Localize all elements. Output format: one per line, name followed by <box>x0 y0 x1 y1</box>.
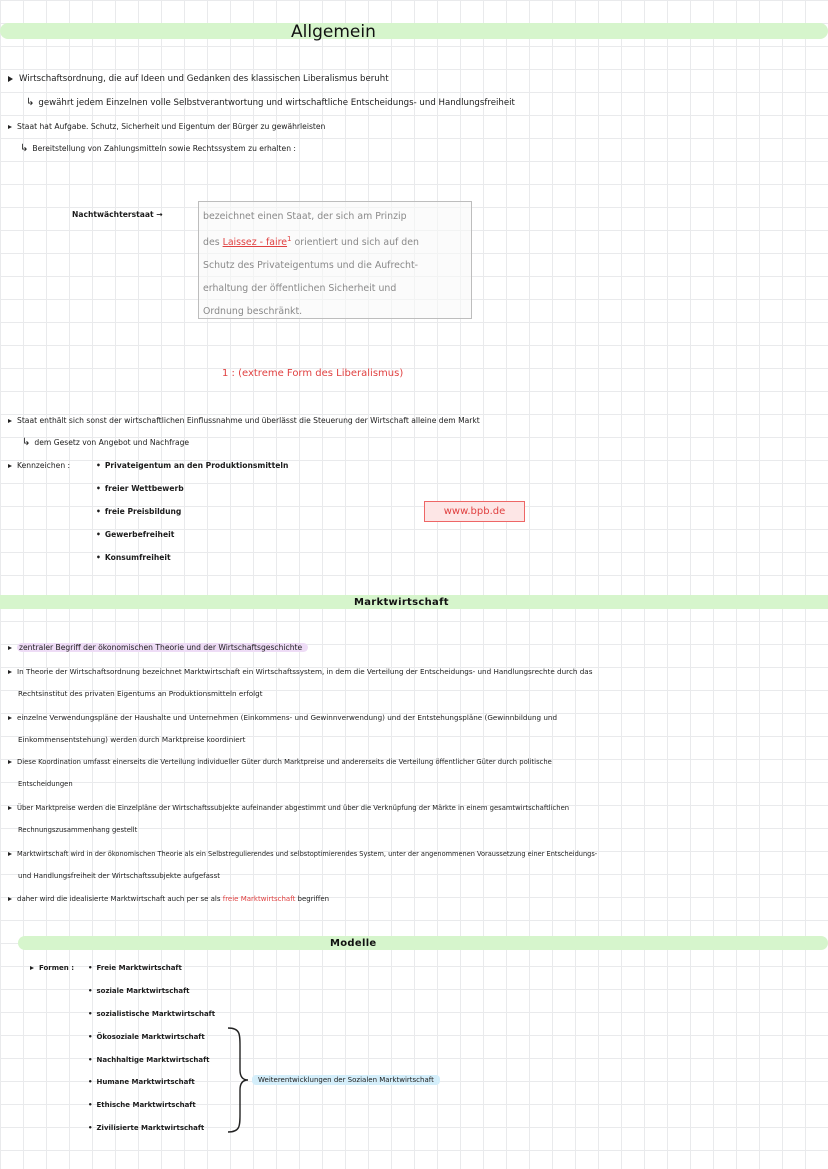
markt-p5b: Rechnungszusammenhang gestellt <box>18 826 138 834</box>
bullet-triangle-icon <box>8 125 12 129</box>
markt-p7: daher wird die idealisierte Marktwirtschaft auch per se als freie Marktwirtschaft begriffen <box>8 895 329 903</box>
bullet-triangle-icon <box>8 464 12 468</box>
section-band-allgemein <box>0 23 828 39</box>
markt-p2a: In Theorie der Wirtschaftsordnung bezeichnet Marktwirtschaft ein Wirtschaftssystem, in dem die Verteilung der Entscheidungs- und Handlungsrechte durch das <box>8 667 592 676</box>
kennzeichen-label: Kennzeichen : <box>8 461 70 470</box>
brace-note: Weiterentwicklungen der Sozialen Marktwirtschaft <box>252 1076 440 1084</box>
markt-p1: zentraler Begriff der ökonomischen Theorie und der Wirtschaftsgeschichte <box>8 643 308 652</box>
definition-box <box>198 201 472 319</box>
modell-item: • Ökosoziale Marktwirtschaft <box>88 1033 205 1041</box>
section-title-marktwirtschaft: Marktwirtschaft <box>354 597 449 608</box>
footnote-marker: 1 <box>287 235 292 243</box>
modell-item: • sozialistische Marktwirtschaft <box>88 1010 215 1018</box>
hook-arrow-icon: ↳ <box>26 97 35 108</box>
kennzeichen-item: • freier Wettbewerb <box>96 484 184 493</box>
bullet-triangle-icon <box>8 897 12 901</box>
section-title-allgemein: Allgemein <box>291 22 376 42</box>
modelle-label: Formen : <box>30 964 74 972</box>
hook-arrow-icon: ↳ <box>20 143 29 154</box>
definition-term: Nachtwächterstaat → <box>72 210 163 219</box>
staat-line-2: ↳ dem Gesetz von Angebot und Nachfrage <box>22 437 190 448</box>
markt-p3a: einzelne Verwendungspläne der Haushalte und Unternehmen (Einkommens- und Gewinnverwendung) und der Entstehungspläne (Gewinnbildung und <box>8 713 557 722</box>
section-band-modelle <box>18 936 828 950</box>
staat-line-1: Staat enthält sich sonst der wirtschaftlichen Einflussnahme und überlässt die Steuerung der Wirtschaft alleine dem Markt <box>8 416 480 425</box>
intro-line-2: ↳ gewährt jedem Einzelnen volle Selbstverantwortung und wirtschaftliche Entscheidungs- und Handlungsfreiheit <box>26 97 515 108</box>
hook-arrow-icon: ↳ <box>22 437 31 448</box>
definition-line-4: erhaltung der öffentlichen Sicherheit und <box>203 283 397 295</box>
definition-line-3: Schutz des Privateigentums und die Aufrecht- <box>203 260 419 272</box>
intro-line-4: ↳ Bereitstellung von Zahlungsmitteln sowie Rechtssystem zu erhalten : <box>20 143 296 154</box>
modell-item: • Ethische Marktwirtschaft <box>88 1101 196 1109</box>
definition-line-1: bezeichnet einen Staat, der sich am Prinzip <box>203 211 407 222</box>
bullet-triangle-icon <box>8 76 13 82</box>
markt-p3b: Einkommensentstehung) werden durch Marktpreise koordiniert <box>18 735 246 744</box>
markt-p5a: Über Marktpreise werden die Einzelpläne der Wirtschaftssubjekte aufeinander abgestimmt und über die Verknüpfung der Märkte in einem gesamtwirtschaftlichen <box>8 804 569 812</box>
section-title-modelle: Modelle <box>330 938 377 949</box>
bullet-triangle-icon <box>8 646 12 650</box>
kennzeichen-item: • freie Preisbildung <box>96 507 181 516</box>
intro-line-3: Staat hat Aufgabe. Schutz, Sicherheit und Eigentum der Bürger zu gewährleisten <box>8 122 325 131</box>
markt-p4b: Entscheidungen <box>18 780 73 788</box>
curly-brace-icon <box>226 1026 250 1134</box>
laissez-faire-term: Laissez - faire <box>222 237 288 249</box>
markt-p2b: Rechtsinstitut des privaten Eigentums an Produktionsmitteln erfolgt <box>18 689 263 698</box>
bullet-triangle-icon <box>8 419 12 423</box>
arrow-right-icon: → <box>156 210 163 219</box>
markt-p4a: Diese Koordination umfasst einerseits die Verteilung individueller Güter durch Marktpreise und andererseits die Verteilung öffentlicher Güter durch politische <box>8 758 552 766</box>
modell-item: • Freie Marktwirtschaft <box>88 964 182 972</box>
source-url: www.bpb.de <box>424 501 525 522</box>
modell-item: • Humane Marktwirtschaft <box>88 1078 195 1086</box>
freie-marktwirtschaft-term: freie Marktwirtschaft <box>222 895 296 903</box>
kennzeichen-item: • Konsumfreiheit <box>96 553 171 562</box>
bullet-triangle-icon <box>30 966 34 970</box>
intro-line-1: Wirtschaftsordnung, die auf Ideen und Gedanken des klassischen Liberalismus beruht <box>8 74 389 84</box>
definition-line-2: des Laissez - faire$^1$ orientiert und sich auf den <box>203 235 419 249</box>
kennzeichen-item: • Gewerbefreiheit <box>96 530 174 539</box>
modell-item: • soziale Marktwirtschaft <box>88 987 189 995</box>
bullet-triangle-icon <box>8 670 12 674</box>
kennzeichen-item: • Privateigentum an den Produktionsmitteln <box>96 461 288 470</box>
footnote: 1 : (extreme Form des Liberalismus) <box>222 368 404 379</box>
modell-item: • Nachhaltige Marktwirtschaft <box>88 1056 209 1064</box>
bullet-triangle-icon <box>8 760 12 764</box>
bullet-triangle-icon <box>8 852 12 856</box>
modell-item: • Zivilisierte Marktwirtschaft <box>88 1124 204 1132</box>
bullet-triangle-icon <box>8 716 12 720</box>
markt-p6b: und Handlungsfreiheit der Wirtschaftssubjekte aufgefasst <box>18 872 220 880</box>
bullet-triangle-icon <box>8 806 12 810</box>
markt-p6a: Marktwirtschaft wird in der ökonomischen Theorie als ein Selbstregulierendes und selbstoptimierendes System, unter der angenommenen Voraussetzung einer Entscheidungs- <box>8 850 597 858</box>
definition-line-5: Ordnung beschränkt. <box>203 306 303 318</box>
